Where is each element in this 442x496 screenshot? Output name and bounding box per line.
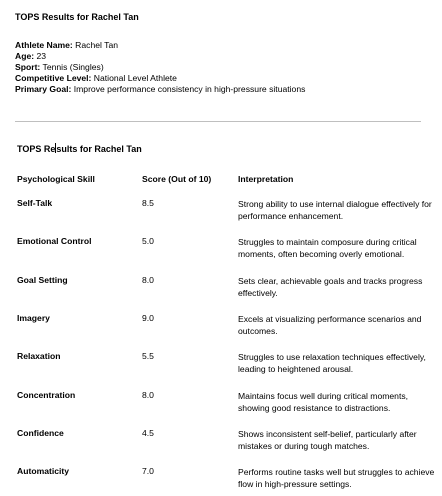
skill-interpretation: Struggles to maintain composure during critical moments, often becoming overly emotional. xyxy=(238,237,417,259)
results-title-part: TOPS Re xyxy=(17,144,56,154)
athlete-name-line xyxy=(15,40,118,51)
field-label: Athlete Name: xyxy=(15,40,73,50)
field-value: Improve performance consistency in high-pressure situations xyxy=(71,84,306,94)
header-interpretation: Interpretation xyxy=(238,174,294,184)
skill-score: 8.0 xyxy=(142,390,154,400)
results-title[interactable] xyxy=(17,143,142,154)
sport-line xyxy=(15,62,104,73)
skill-interpretation: Excels at visualizing performance scenarios and outcomes. xyxy=(238,314,422,336)
document-title: TOPS Results for Rachel Tan xyxy=(15,12,139,22)
skill-score: 5.0 xyxy=(142,236,154,246)
primary-goal-line xyxy=(15,84,305,95)
skill-name: Emotional Control xyxy=(17,236,92,246)
skill-interpretation: Performs routine tasks well but struggles to achieve flow in high-pressure settings. xyxy=(238,467,435,489)
field-value: National Level Athlete xyxy=(91,73,177,83)
skill-interpretation: Shows inconsistent self-belief, particularly after mistakes or during tough matches. xyxy=(238,429,417,451)
field-label: Competitive Level: xyxy=(15,73,92,83)
field-label: Primary Goal: xyxy=(15,84,72,94)
skill-interpretation: Strong ability to use internal dialogue effectively for performance enhancement. xyxy=(238,199,432,221)
skill-name: Self-Talk xyxy=(17,198,53,208)
field-value: Rachel Tan xyxy=(72,40,119,50)
skill-interpretation: Sets clear, achievable goals and tracks progress effectively. xyxy=(238,276,423,298)
skill-name: Concentration xyxy=(17,390,76,400)
skill-score: 7.0 xyxy=(142,466,154,476)
skill-score: 8.5 xyxy=(142,198,154,208)
header-skill: Psychological Skill xyxy=(17,174,95,184)
skill-score: 4.5 xyxy=(142,428,154,438)
header-score: Score (Out of 10) xyxy=(142,174,212,184)
field-value: 23 xyxy=(34,51,47,61)
results-title-part: sults for Rachel Tan xyxy=(56,144,142,154)
skill-name: Imagery xyxy=(17,313,50,323)
competitive-level-line xyxy=(15,73,177,84)
field-value: Tennis (Singles) xyxy=(40,62,104,72)
skill-name: Goal Setting xyxy=(17,275,68,285)
skill-name: Confidence xyxy=(17,428,64,438)
skill-interpretation: Struggles to use relaxation techniques effectively, leading to heightened arousal. xyxy=(238,352,426,374)
skill-score: 5.5 xyxy=(142,351,154,361)
skill-score: 8.0 xyxy=(142,275,154,285)
horizontal-divider xyxy=(15,121,421,122)
skill-name: Automaticity xyxy=(17,466,70,476)
skill-interpretation: Maintains focus well during critical moments, showing good resistance to distractions. xyxy=(238,391,409,413)
field-label: Sport: xyxy=(15,62,41,72)
age-line xyxy=(15,51,46,62)
skill-name: Relaxation xyxy=(17,351,61,361)
field-label: Age: xyxy=(15,51,35,61)
skill-score: 9.0 xyxy=(142,313,154,323)
